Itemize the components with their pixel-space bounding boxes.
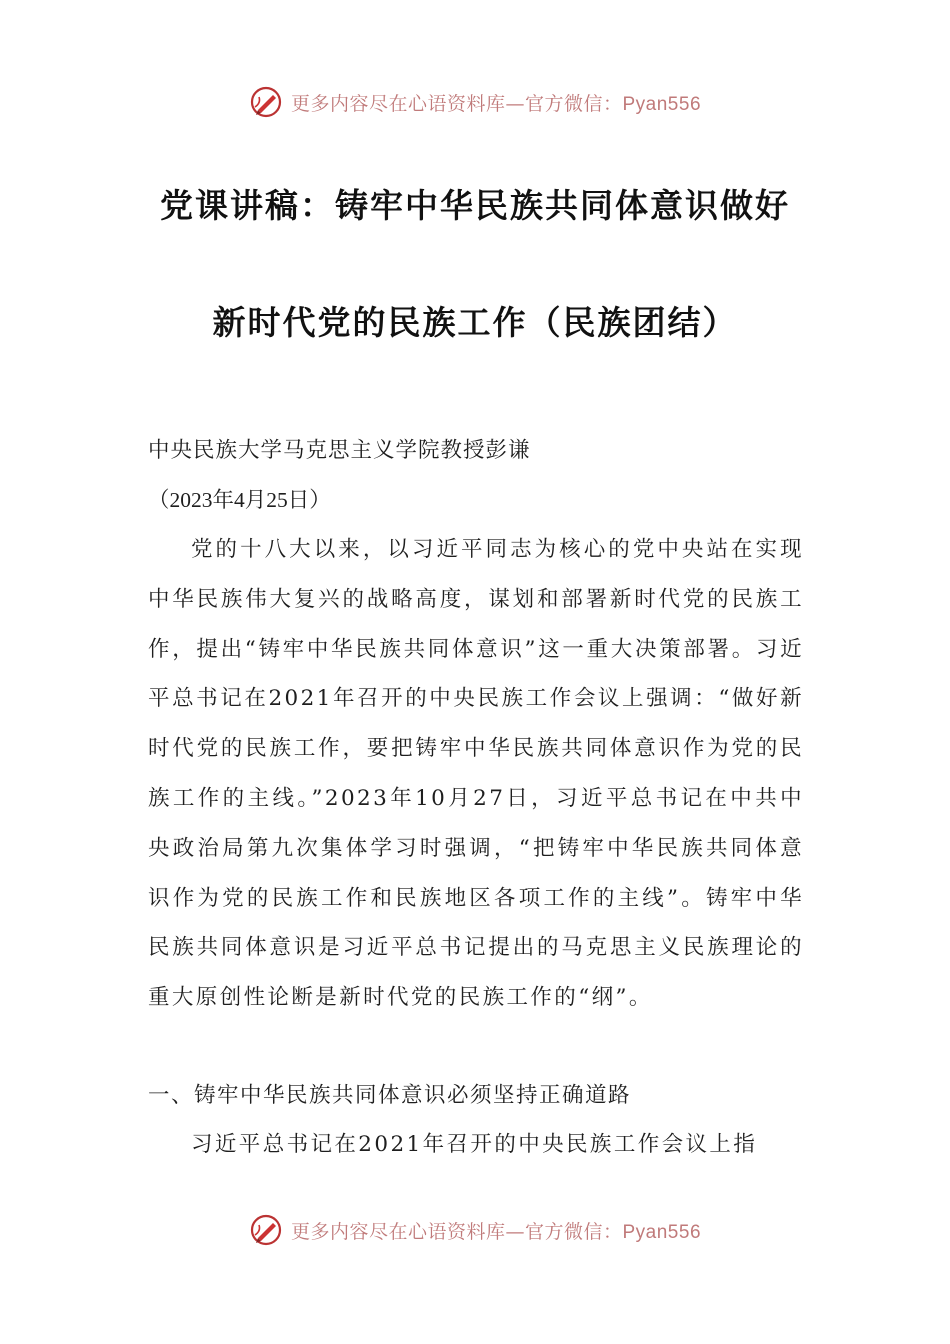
paragraph-section-1: 习近平总书记在2021年召开的中央民族工作会议上指 bbox=[191, 1132, 758, 1157]
section-heading-1: 一、铸牢中华民族共同体意识必须坚持正确道路 bbox=[148, 1083, 632, 1108]
watermark-banner-bottom bbox=[0, 1208, 950, 1252]
document-title-line-2: 新时代党的民族工作（民族团结） bbox=[212, 303, 738, 342]
document-title-line-1: 党课讲稿：铸牢中华民族共同体意识做好 bbox=[160, 186, 790, 225]
date-line: （2023年4月25日） bbox=[148, 488, 331, 512]
wechat-id: Pyan556 bbox=[622, 1221, 702, 1243]
watermark-text: 更多内容尽在心语资料库—官方微信：Pyan556 bbox=[290, 1220, 702, 1243]
watermark-text: 更多内容尽在心语资料库—官方微信：Pyan556 bbox=[290, 92, 702, 115]
pen-logo-icon bbox=[249, 1213, 283, 1247]
watermark-banner-top bbox=[0, 80, 950, 124]
pen-logo-icon bbox=[249, 85, 283, 119]
paragraph-intro: 党的十八大以来，以习近平同志为核心的党中央站在实现中华民族伟大复兴的战略高度，谋划和部署新时代党的民族工作，提出“铸牢中华民族共同体意识”这一重大决策部署。习近平总书记在2021年召开的中央民族工作会议上强调：“做好新时代党的民族工作，要把铸牢中华民族共同体意识作为党的民族工作的主线。”2023年10月27日，习近平总书记在中共中央政治局第九次集体学习时强调，“把铸牢中华民族共同体意识作为党的民族工作和民族地区各项工作的主线”。铸牢中华民族共同体意识是习近平总书记提出的马克思主义民族理论的重大原创性论断是新时代党的民族工作的“纲”。 bbox=[148, 537, 804, 1011]
wechat-id: Pyan556 bbox=[622, 93, 702, 115]
author-line: 中央民族大学马克思主义学院教授彭谦 bbox=[148, 438, 531, 463]
